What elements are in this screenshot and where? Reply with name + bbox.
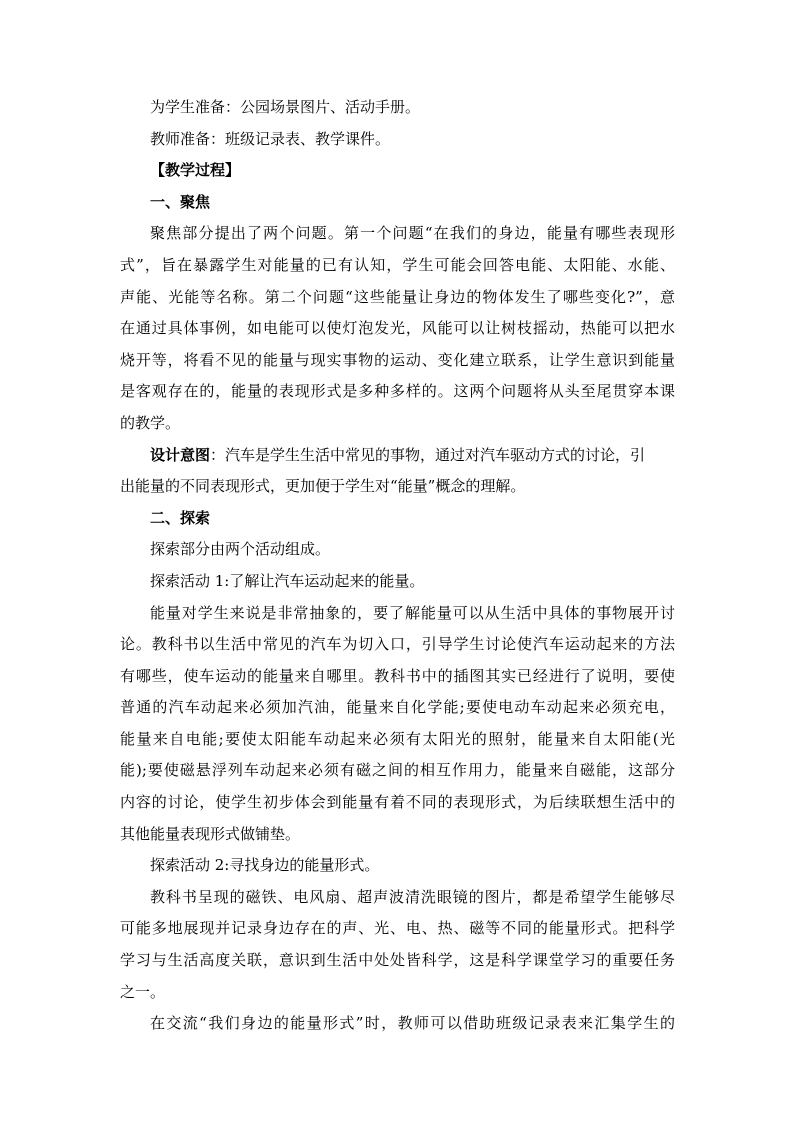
text-line: 烧开等，将看不见的能量与现实事物的运动、变化建立联系，让学生意识到能量: [120, 350, 675, 369]
text-line: 探索活动 1:了解让汽车运动起来的能量。: [150, 571, 425, 590]
heading-text: 【教学过程】: [150, 161, 241, 180]
section-heading-explore: [120, 503, 675, 535]
text-line: 式”，旨在暴露学生对能量的已有认知，学生可能会回答电能、太阳能、水能、: [120, 255, 675, 274]
section-heading-focus: [120, 187, 675, 219]
text-line: [120, 440, 675, 472]
design-intent-text: ：汽车是学生生活中常见的事物，通过对汽车驱动方式的讨论，引: [210, 445, 646, 464]
text-line: 教科书呈现的磁铁、电风扇、超声波清洗眼镜的图片，都是希望学生能够尽: [150, 887, 675, 906]
paragraph-focus: [120, 218, 675, 439]
text-line: 声能、光能等名称。第二个问题“这些能量让身边的物体发生了哪些变化?”，意: [120, 287, 675, 306]
paragraph-exchange: [120, 1008, 675, 1040]
text-line: 能量来自电能;要使太阳能车动起来必须有太阳光的照射，能量来自太阳能(光: [120, 729, 675, 748]
text-line: 为学生准备：公园场景图片、活动手册。: [150, 98, 421, 116]
text-line: 可能多地展现并记录身边存在的声、光、电、热、磁等不同的能量形式。把科学: [120, 919, 675, 938]
paragraph-design-intent: [120, 440, 675, 503]
text-line: 探索部分由两个活动组成。: [150, 540, 331, 559]
text-line: 内容的讨论，使学生初步体会到能量有着不同的表现形式，为后续联想生活中的: [120, 793, 675, 812]
text-line: 教师准备：班级记录表、教学课件。: [150, 129, 391, 148]
text-line: 在交流“我们身边的能量形式”时，教师可以借助班级记录表来汇集学生的: [150, 1014, 675, 1033]
text-line: 探索活动 2:寻找身边的能量形式。: [150, 856, 380, 875]
heading-text: 一、聚焦: [150, 192, 211, 211]
text-line: 其他能量表现形式做铺垫。: [120, 824, 301, 843]
design-intent-label: 设计意图: [150, 445, 211, 464]
text-line: 聚焦部分提出了两个问题。第一个问题“在我们的身边，能量有哪些表现形: [150, 224, 675, 243]
paragraph-explore-intro: [120, 534, 675, 566]
text-line: 学习与生活高度关联，意识到生活中处处皆科学，这是科学课堂学习的重要任务: [120, 951, 675, 970]
activity-2-title: [120, 850, 675, 882]
text-line: 能量对学生来说是非常抽象的，要了解能量可以从生活中具体的事物展开讨: [150, 603, 675, 622]
prep-teacher: [120, 124, 675, 156]
document-body: [120, 92, 675, 1040]
paragraph-activity-1: [120, 598, 675, 851]
text-line: 论。教科书以生活中常见的汽车为切入口，引导学生讨论使汽车运动起来的方法: [120, 635, 675, 654]
paragraph-activity-2: [120, 882, 675, 1008]
activity-1-title: [120, 566, 675, 598]
heading-text: 二、探索: [150, 508, 211, 527]
text-line: 普通的汽车动起来必须加汽油，能量来自化学能;要使电动车动起来必须充电，: [120, 698, 675, 717]
text-line: 出能量的不同表现形式，更加便于学生对“能量”概念的理解。: [120, 477, 526, 496]
text-line: 之一。: [120, 982, 166, 1001]
prep-students: [120, 92, 675, 124]
text-line: 的教学。: [120, 413, 181, 432]
text-line: 有哪些，使车运动的能量来自哪里。教科书中的插图其实已经进行了说明，要使: [120, 666, 675, 685]
text-line: 在通过具体事例，如电能可以使灯泡发光，风能可以让树枝摇动，热能可以把水: [120, 319, 675, 338]
section-heading-teaching-process: [120, 155, 675, 187]
text-line: 能);要使磁悬浮列车动起来必须有磁之间的相互作用力，能量来自磁能，这部分: [120, 761, 675, 780]
text-line: 是客观存在的，能量的表现形式是多种多样的。这两个问题将从头至尾贯穿本课: [120, 382, 675, 401]
